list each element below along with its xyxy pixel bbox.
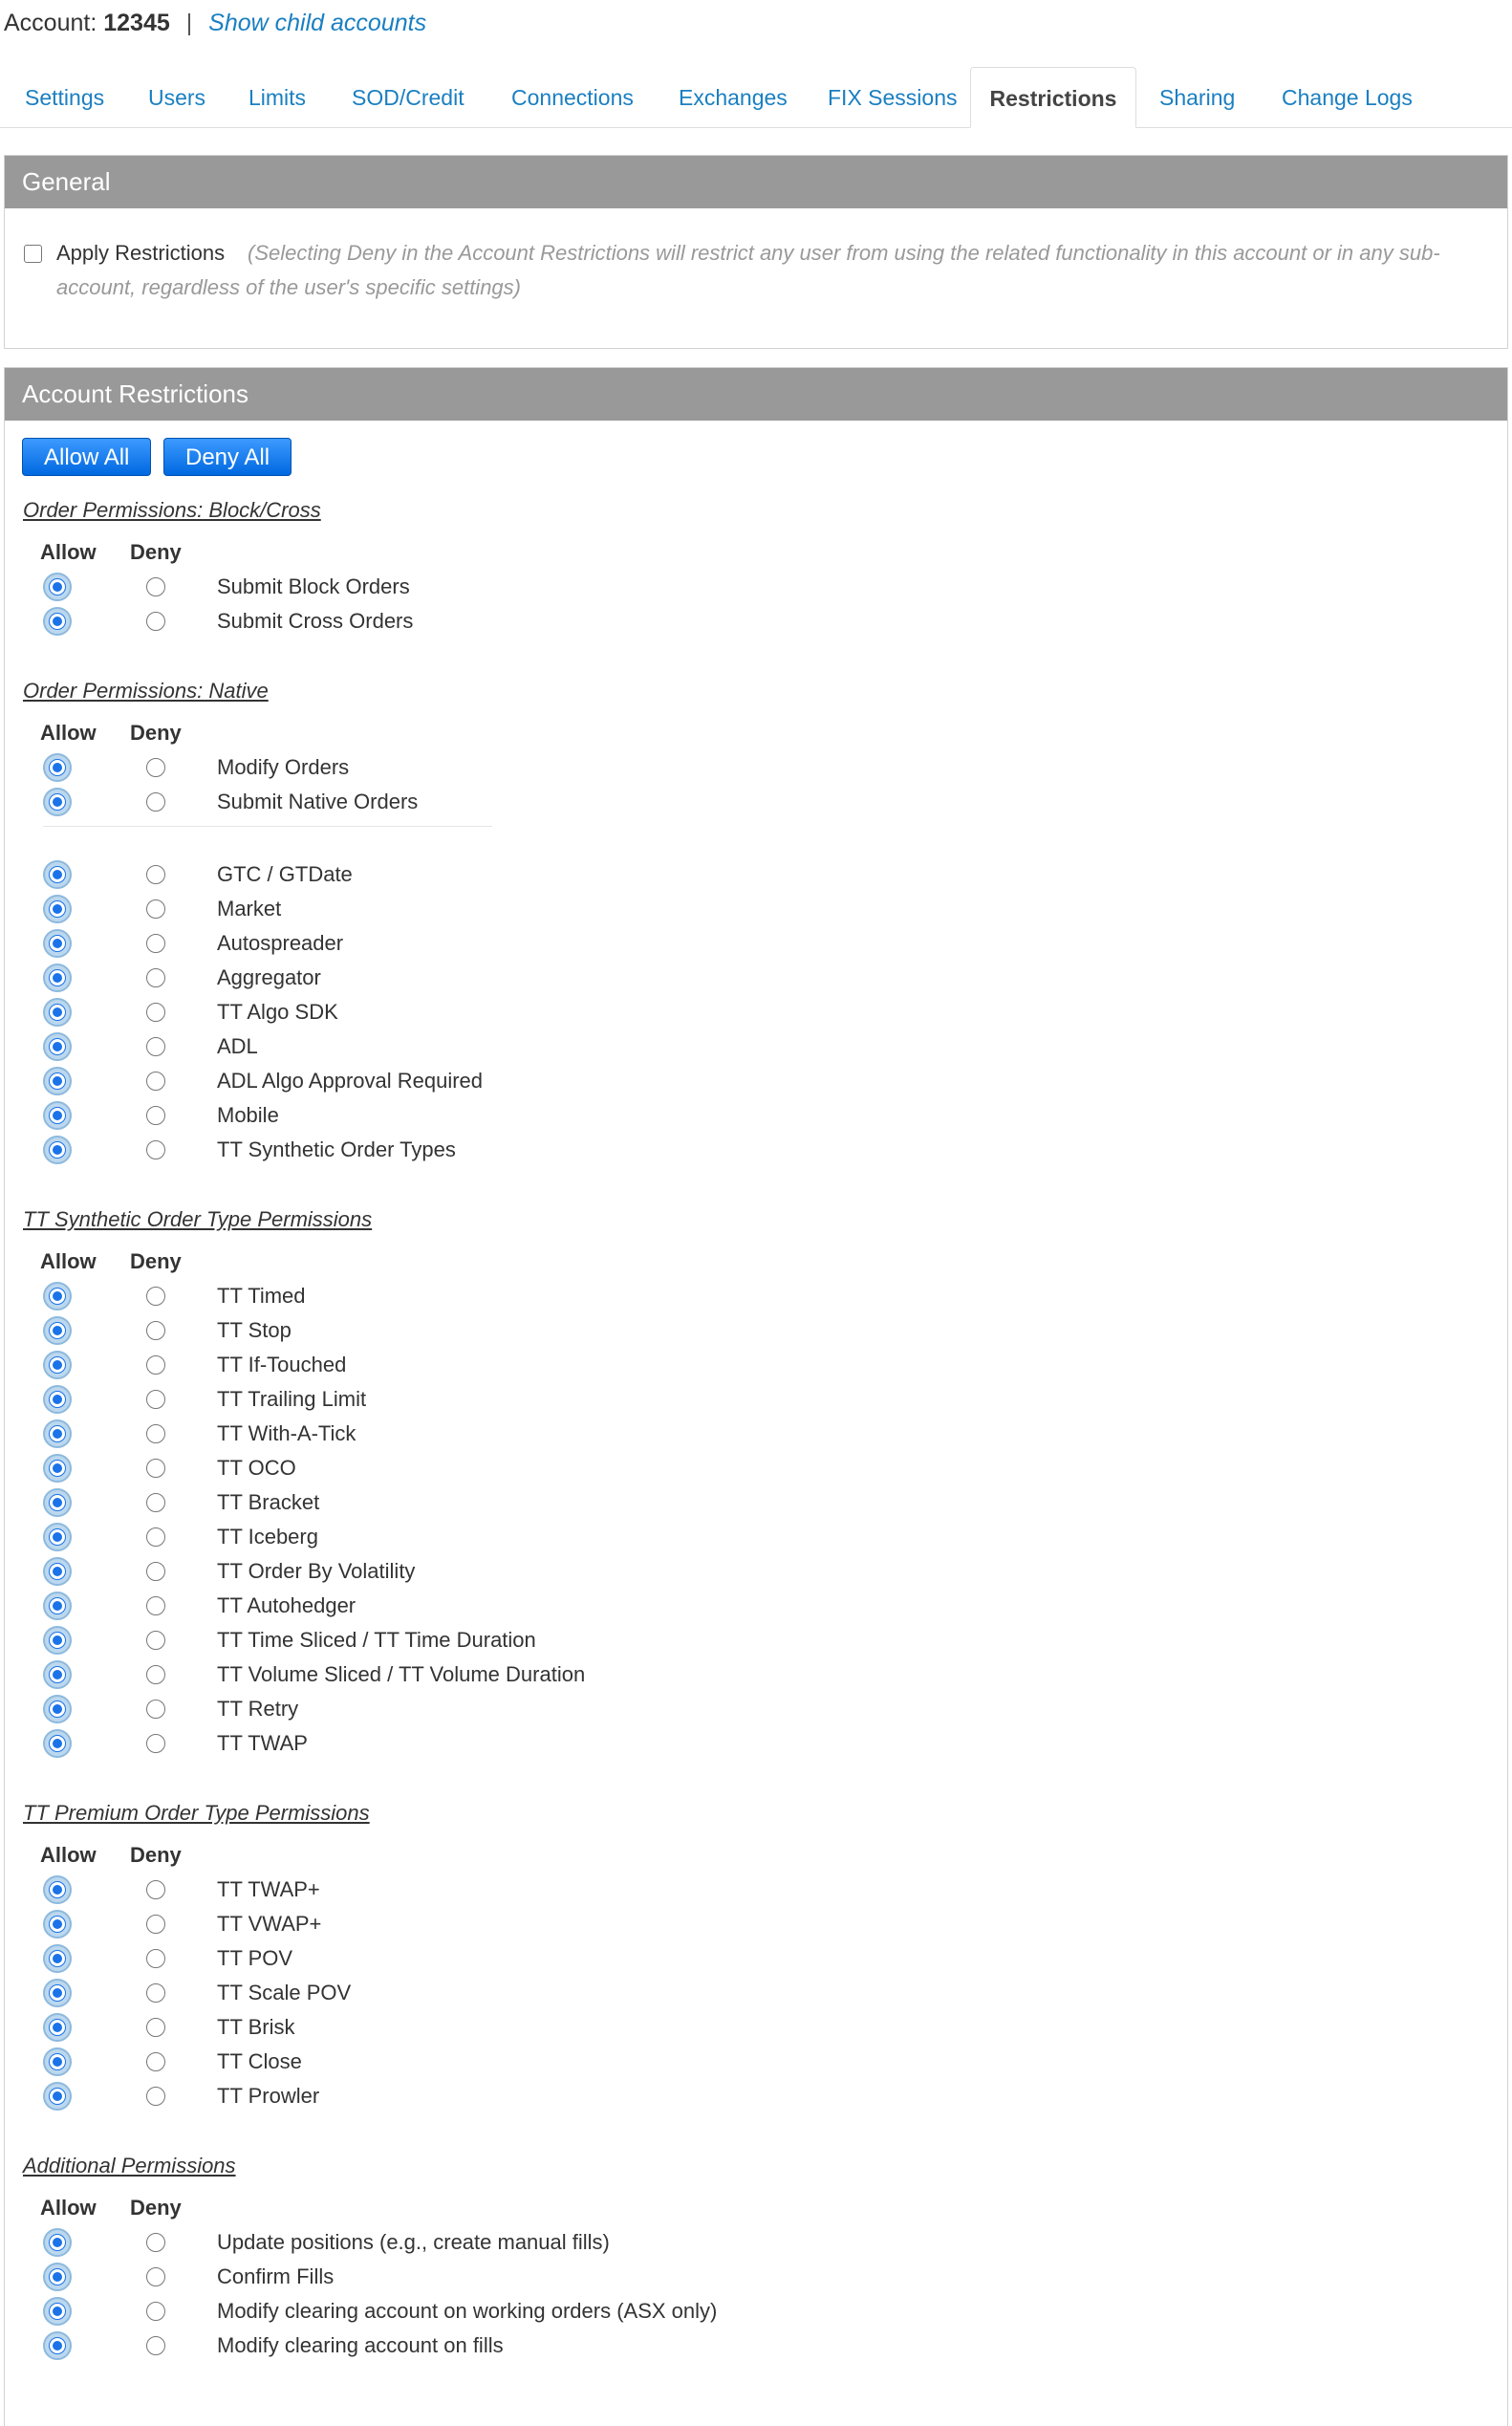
- permission-label-submit-native-orders: Submit Native Orders: [217, 790, 419, 813]
- permission-label-market: Market: [217, 897, 282, 921]
- allow-radio-tt-iceberg[interactable]: [43, 1523, 72, 1551]
- general-panel: [4, 155, 1508, 349]
- permission-row: [5, 1098, 865, 1133]
- permission-label-tt-algo-sdk: TT Algo SDK: [217, 1000, 338, 1024]
- deny-radio-tt-bracket[interactable]: [146, 1493, 165, 1512]
- deny-radio-tt-prowler[interactable]: [146, 2087, 165, 2106]
- apply-restrictions-checkbox[interactable]: [24, 245, 42, 263]
- deny-radio-tt-order-by-volatility[interactable]: [146, 1562, 165, 1581]
- permission-row: [5, 892, 865, 926]
- deny-column-header: Deny: [130, 1843, 182, 1867]
- permission-row: [5, 2045, 865, 2079]
- deny-radio-tt-twap[interactable]: [146, 1880, 165, 1899]
- permission-label-gtc-gtdate: GTC / GTDate: [217, 862, 353, 886]
- allow-radio-tt-pov[interactable]: [43, 1944, 72, 1973]
- permission-label-tt-iceberg: TT Iceberg: [217, 1525, 318, 1549]
- permission-row: [5, 750, 865, 785]
- allow-radio-tt-algo-sdk[interactable]: [43, 998, 72, 1027]
- permission-row: [5, 1623, 865, 1657]
- allow-column-header: Allow: [40, 1843, 97, 1867]
- allow-radio-tt-with-a-tick[interactable]: [43, 1419, 72, 1448]
- permission-label-submit-block-orders: Submit Block Orders: [217, 574, 410, 598]
- permission-label-tt-volume-sliced-tt-volume-duration: TT Volume Sliced / TT Volume Duration: [217, 1662, 586, 1686]
- permission-row: [5, 785, 865, 819]
- permission-row: [5, 1485, 865, 1520]
- allow-radio-tt-time-sliced-tt-time-duration[interactable]: [43, 1626, 72, 1655]
- deny-radio-tt-with-a-tick[interactable]: [146, 1424, 165, 1443]
- allow-radio-tt-autohedger[interactable]: [43, 1592, 72, 1620]
- allow-column-header: Allow: [40, 2196, 97, 2220]
- permission-label-tt-twap: TT TWAP+: [217, 1877, 320, 1901]
- permission-row: [5, 1382, 865, 1417]
- allow-radio-tt-scale-pov[interactable]: [43, 1979, 72, 2007]
- permission-label-confirm-fills: Confirm Fills: [217, 2264, 335, 2288]
- deny-radio-submit-block-orders[interactable]: [146, 577, 165, 596]
- tab-exchanges[interactable]: Exchanges: [679, 85, 788, 110]
- permission-row: [5, 961, 865, 995]
- permission-row: [5, 1133, 865, 1167]
- tab-settings[interactable]: Settings: [25, 85, 105, 110]
- deny-column-header: Deny: [130, 2196, 182, 2220]
- deny-column-header: Deny: [130, 1249, 182, 1273]
- allow-radio-submit-block-orders[interactable]: [43, 573, 72, 601]
- section-title-tt-synthetic-order-type-permissions: TT Synthetic Order Type Permissions: [23, 1207, 373, 1231]
- permission-row: [5, 1657, 865, 1692]
- allow-radio-tt-trailing-limit[interactable]: [43, 1385, 72, 1414]
- permission-label-tt-stop: TT Stop: [217, 1318, 292, 1342]
- permission-label-tt-close: TT Close: [217, 2049, 302, 2073]
- header-separator: |: [185, 10, 193, 36]
- tab-restrictions[interactable]: Restrictions: [970, 67, 1136, 128]
- deny-radio-submit-cross-orders[interactable]: [146, 612, 165, 631]
- permission-row: [5, 1589, 865, 1623]
- show-child-accounts-link[interactable]: Show child accounts: [208, 10, 427, 36]
- allow-radio-submit-cross-orders[interactable]: [43, 607, 72, 636]
- allow-radio-gtc-gtdate[interactable]: [43, 860, 72, 889]
- permission-label-tt-scale-pov: TT Scale POV: [217, 1981, 352, 2004]
- permission-label-tt-oco: TT OCO: [217, 1456, 296, 1480]
- permission-label-tt-pov: TT POV: [217, 1946, 293, 1970]
- deny-radio-tt-oco[interactable]: [146, 1459, 165, 1478]
- allow-radio-tt-close[interactable]: [43, 2047, 72, 2076]
- deny-radio-tt-synthetic-order-types[interactable]: [146, 1140, 165, 1159]
- permission-row: [5, 1692, 865, 1726]
- permission-row: [5, 926, 865, 961]
- permission-label-tt-autohedger: TT Autohedger: [217, 1593, 356, 1617]
- permission-row: [5, 1941, 865, 1976]
- permission-row: [5, 604, 865, 639]
- apply-restrictions-label: Apply Restrictions: [56, 241, 226, 265]
- deny-radio-submit-native-orders[interactable]: [146, 792, 165, 812]
- permission-label-tt-if-touched: TT If-Touched: [217, 1353, 347, 1376]
- permission-label-aggregator: Aggregator: [217, 965, 321, 989]
- permission-label-modify-orders: Modify Orders: [217, 755, 350, 779]
- permission-label-tt-time-sliced-tt-time-duration: TT Time Sliced / TT Time Duration: [217, 1628, 536, 1652]
- section-title-additional-permissions: Additional Permissions: [23, 2154, 236, 2177]
- allow-radio-tt-order-by-volatility[interactable]: [43, 1557, 72, 1586]
- allow-radio-tt-retry[interactable]: [43, 1695, 72, 1723]
- account-restrictions-panel: [4, 367, 1508, 2426]
- permission-label-submit-cross-orders: Submit Cross Orders: [217, 609, 414, 633]
- deny-radio-tt-trailing-limit[interactable]: [146, 1390, 165, 1409]
- allow-column-header: Allow: [40, 540, 97, 564]
- tab-connections[interactable]: Connections: [511, 85, 634, 110]
- account-header: [4, 6, 426, 40]
- permission-label-tt-with-a-tick: TT With-A-Tick: [217, 1421, 356, 1445]
- permission-label-tt-brisk: TT Brisk: [217, 2015, 295, 2039]
- permission-label-tt-retry: TT Retry: [217, 1697, 299, 1721]
- permission-row: [5, 1348, 865, 1382]
- allow-radio-adl[interactable]: [43, 1032, 72, 1061]
- deny-radio-tt-vwap[interactable]: [146, 1915, 165, 1934]
- permission-row: [5, 1313, 865, 1348]
- deny-radio-modify-clearing-account-on-fills[interactable]: [146, 2336, 165, 2355]
- permission-row: [5, 1907, 865, 1941]
- deny-radio-tt-scale-pov[interactable]: [146, 1983, 165, 2003]
- section-title-tt-premium-order-type-permissions: TT Premium Order Type Permissions: [23, 1801, 370, 1825]
- apply-restrictions-note: (Selecting Deny in the Account Restrictions will restrict any user from using the related functionality in this account or in any sub-account, regardless of the user's specific settings): [56, 241, 1440, 299]
- allow-radio-tt-twap[interactable]: [43, 1729, 72, 1758]
- allow-radio-modify-clearing-account-on-working-orders-asx-only[interactable]: [43, 2297, 72, 2326]
- permission-row: [5, 857, 865, 892]
- deny-radio-autospreader[interactable]: [146, 934, 165, 953]
- account-number: 12345: [103, 10, 170, 36]
- allow-column-header: Allow: [40, 721, 97, 745]
- deny-radio-tt-retry[interactable]: [146, 1700, 165, 1719]
- allow-radio-tt-vwap[interactable]: [43, 1910, 72, 1939]
- deny-radio-tt-timed[interactable]: [146, 1287, 165, 1306]
- allow-radio-market[interactable]: [43, 895, 72, 923]
- permission-row: [5, 1451, 865, 1485]
- deny-radio-adl[interactable]: [146, 1037, 165, 1056]
- allow-radio-tt-timed[interactable]: [43, 1282, 72, 1310]
- permission-label-tt-timed: TT Timed: [217, 1284, 306, 1308]
- deny-radio-market[interactable]: [146, 899, 165, 919]
- permission-label-tt-prowler: TT Prowler: [217, 2084, 320, 2108]
- deny-radio-mobile[interactable]: [146, 1106, 165, 1125]
- deny-radio-aggregator[interactable]: [146, 968, 165, 987]
- permission-label-modify-clearing-account-on-working-orders-asx-only: Modify clearing account on working orders (ASX only): [217, 2299, 718, 2323]
- allow-radio-confirm-fills[interactable]: [43, 2263, 72, 2291]
- permission-row: [5, 1417, 865, 1451]
- permissions-divider: [43, 826, 492, 827]
- permission-label-tt-trailing-limit: TT Trailing Limit: [217, 1387, 367, 1411]
- section-title-order-permissions-block-cross: Order Permissions: Block/Cross: [23, 498, 321, 522]
- tab-bar: [0, 67, 1512, 128]
- allow-radio-tt-prowler[interactable]: [43, 2082, 72, 2111]
- deny-radio-adl-algo-approval-required[interactable]: [146, 1072, 165, 1091]
- permission-label-autospreader: Autospreader: [217, 931, 344, 955]
- allow-radio-tt-bracket[interactable]: [43, 1488, 72, 1517]
- permission-row: [5, 2079, 865, 2113]
- deny-radio-tt-iceberg[interactable]: [146, 1527, 165, 1547]
- permission-row: [5, 570, 865, 604]
- permission-label-mobile: Mobile: [217, 1103, 279, 1127]
- permission-row: [5, 2294, 865, 2329]
- allow-radio-tt-volume-sliced-tt-volume-duration[interactable]: [43, 1660, 72, 1689]
- allow-column-header: Allow: [40, 1249, 97, 1273]
- permission-label-modify-clearing-account-on-fills: Modify clearing account on fills: [217, 2333, 504, 2357]
- permission-label-update-positions-e-g-create-manual-fills: Update positions (e.g., create manual fills): [217, 2230, 610, 2254]
- deny-radio-gtc-gtdate[interactable]: [146, 865, 165, 884]
- deny-radio-modify-orders[interactable]: [146, 758, 165, 777]
- permission-label-tt-order-by-volatility: TT Order By Volatility: [217, 1559, 416, 1583]
- permission-row: [5, 995, 865, 1029]
- deny-radio-tt-time-sliced-tt-time-duration[interactable]: [146, 1631, 165, 1650]
- deny-radio-tt-if-touched[interactable]: [146, 1355, 165, 1375]
- tab-change-logs[interactable]: Change Logs: [1282, 85, 1413, 110]
- allow-radio-submit-native-orders[interactable]: [43, 788, 72, 816]
- permission-row: [5, 1554, 865, 1589]
- permission-row: [5, 1726, 865, 1761]
- permission-row: [5, 2329, 865, 2363]
- deny-radio-tt-brisk[interactable]: [146, 2018, 165, 2037]
- deny-radio-modify-clearing-account-on-working-orders-asx-only[interactable]: [146, 2302, 165, 2321]
- deny-radio-tt-stop[interactable]: [146, 1321, 165, 1340]
- tab-sod-credit[interactable]: SOD/Credit: [352, 85, 464, 110]
- permission-label-adl-algo-approval-required: ADL Algo Approval Required: [217, 1069, 484, 1093]
- allow-radio-modify-orders[interactable]: [43, 753, 72, 782]
- deny-radio-tt-autohedger[interactable]: [146, 1596, 165, 1615]
- permission-row: [5, 1520, 865, 1554]
- allow-radio-update-positions-e-g-create-manual-fills[interactable]: [43, 2228, 72, 2257]
- tab-sharing[interactable]: Sharing: [1159, 85, 1236, 110]
- allow-radio-tt-if-touched[interactable]: [43, 1351, 72, 1379]
- tab-limits[interactable]: Limits: [248, 85, 307, 110]
- deny-all-button[interactable]: Deny All: [163, 438, 292, 476]
- section-title-order-permissions-native: Order Permissions: Native: [23, 679, 269, 703]
- permission-row: [5, 1029, 865, 1064]
- deny-radio-tt-volume-sliced-tt-volume-duration[interactable]: [146, 1665, 165, 1684]
- allow-all-button[interactable]: Allow All: [22, 438, 151, 476]
- account-restrictions-title: Account Restrictions: [5, 368, 1507, 421]
- allow-radio-tt-brisk[interactable]: [43, 2013, 72, 2042]
- general-panel-title: General: [5, 156, 1507, 208]
- allow-radio-tt-twap[interactable]: [43, 1875, 72, 1904]
- deny-radio-update-positions-e-g-create-manual-fills[interactable]: [146, 2233, 165, 2252]
- allow-radio-modify-clearing-account-on-fills[interactable]: [43, 2331, 72, 2360]
- tab-users[interactable]: Users: [148, 85, 206, 110]
- tab-fix-sessions[interactable]: FIX Sessions: [828, 85, 958, 110]
- permission-row: [5, 1279, 865, 1313]
- permission-row: [5, 2225, 865, 2260]
- permission-label-tt-bracket: TT Bracket: [217, 1490, 320, 1514]
- allow-radio-tt-oco[interactable]: [43, 1454, 72, 1483]
- permission-row: [5, 2010, 865, 2045]
- allow-radio-tt-synthetic-order-types[interactable]: [43, 1136, 72, 1164]
- deny-radio-tt-twap[interactable]: [146, 1734, 165, 1753]
- deny-radio-tt-close[interactable]: [146, 2052, 165, 2071]
- permission-label-tt-twap: TT TWAP: [217, 1731, 308, 1755]
- deny-radio-tt-pov[interactable]: [146, 1949, 165, 1968]
- allow-radio-aggregator[interactable]: [43, 964, 72, 992]
- deny-column-header: Deny: [130, 721, 182, 745]
- allow-radio-tt-stop[interactable]: [43, 1316, 72, 1345]
- deny-radio-tt-algo-sdk[interactable]: [146, 1003, 165, 1022]
- permission-row: [5, 1873, 865, 1907]
- permission-row: [5, 2260, 865, 2294]
- permission-label-tt-vwap: TT VWAP+: [217, 1912, 322, 1936]
- allow-radio-autospreader[interactable]: [43, 929, 72, 958]
- deny-column-header: Deny: [130, 540, 182, 564]
- permission-label-tt-synthetic-order-types: TT Synthetic Order Types: [217, 1137, 456, 1161]
- account-label: Account:: [4, 10, 97, 36]
- deny-radio-confirm-fills[interactable]: [146, 2267, 165, 2286]
- permission-row: [5, 1064, 865, 1098]
- permission-label-adl: ADL: [217, 1034, 258, 1058]
- permission-row: [5, 1976, 865, 2010]
- allow-radio-mobile[interactable]: [43, 1101, 72, 1130]
- allow-radio-adl-algo-approval-required[interactable]: [43, 1067, 72, 1095]
